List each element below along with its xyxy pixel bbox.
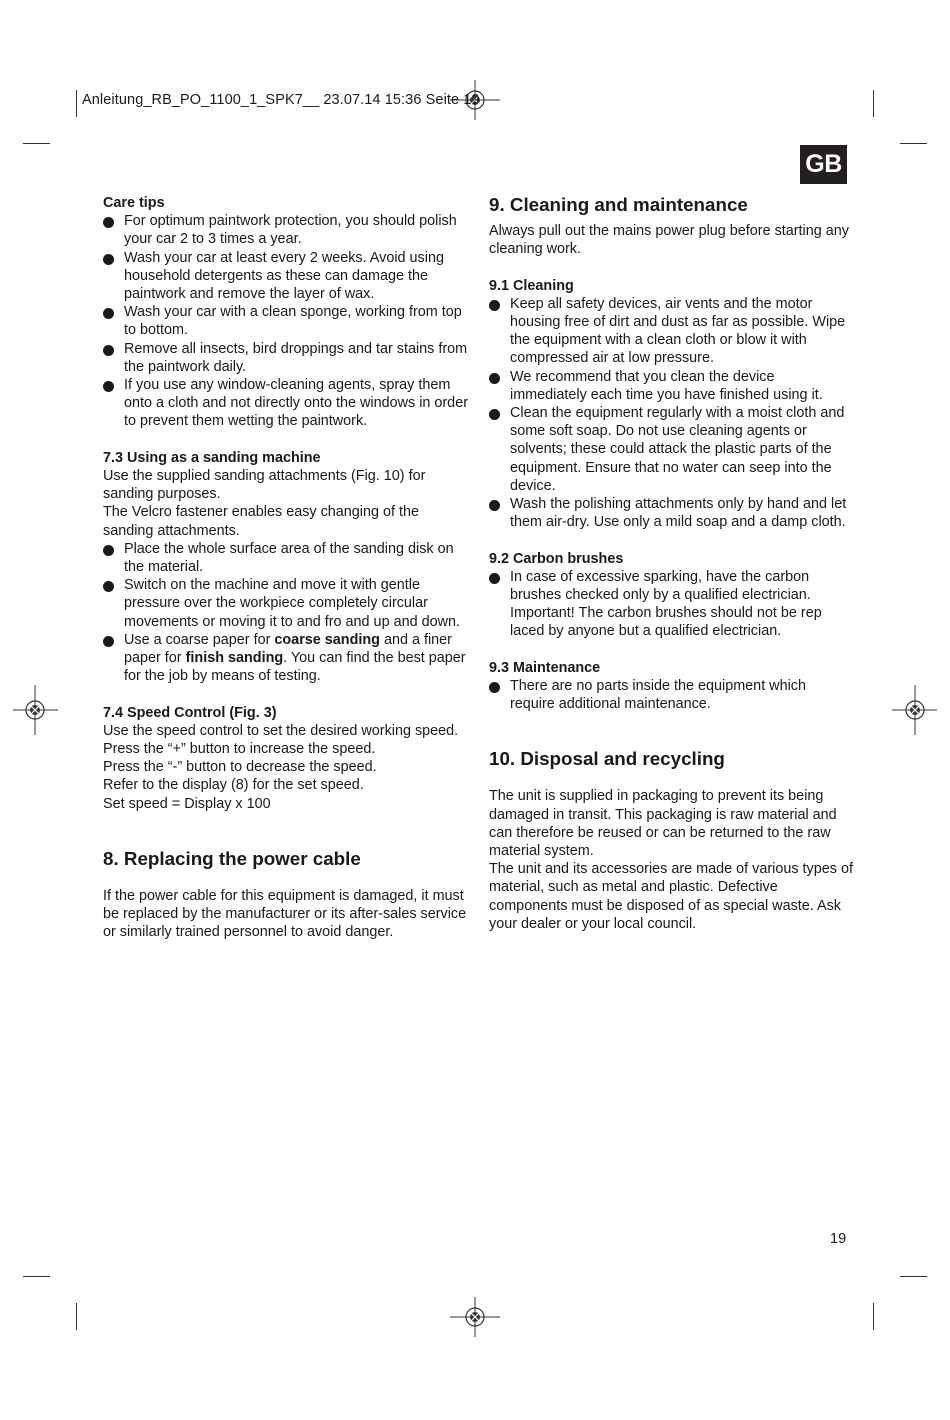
registration-mark-icon [13, 685, 58, 735]
bullet-icon [103, 217, 114, 228]
section-9-2-title: 9.2 Carbon brushes [489, 550, 624, 567]
section-7-3-title: 7.3 Using as a sanding machine [103, 449, 321, 466]
list-item: Remove all insects, bird droppings and tar stains from the paintwork daily. [103, 340, 468, 376]
section-9-1-title: 9.1 Cleaning [489, 277, 574, 294]
list-item: If you use any window-cleaning agents, spray them onto a cloth and not directly onto the windows in order to prevent them wetting the paintwork. [103, 376, 468, 431]
bullet-icon [489, 373, 500, 384]
speed-line: Press the “-” button to decrease the speed. [103, 759, 377, 776]
section-9-heading: 9. Cleaning and maintenance [489, 194, 748, 215]
crop-mark-bottom-right-vertical [873, 1303, 874, 1330]
bullet-icon [103, 636, 114, 647]
sanding-list [103, 540, 468, 686]
list-item: There are no parts inside the equipment which require additional maintenance. [489, 677, 854, 713]
list-item: Wash the polishing attachments only by hand and let them air-dry. Use only a mild soap and a damp cloth. [489, 495, 854, 531]
registration-mark-icon [892, 685, 937, 735]
list-item: Wash your car at least every 2 weeks. Avoid using household detergents as these can damage the paintwork and remove the layer of wax. [103, 249, 468, 304]
section-9-3-title: 9.3 Maintenance [489, 659, 601, 676]
section-7-3-paragraph: The Velcro fastener enables easy changing of the sanding attachments. [103, 504, 420, 539]
list-item: Wash your car with a clean sponge, working from top to bottom. [103, 303, 468, 339]
list-item: We recommend that you clean the device immediately each time you have finished using it. [489, 368, 854, 404]
file-info-slug: Anleitung_RB_PO_1100_1_SPK7__ 23.07.14 15:36 Seite 19 [82, 92, 480, 108]
crop-mark-bottom-left-horizontal [23, 1276, 50, 1277]
section-7-4-title: 7.4 Speed Control (Fig. 3) [103, 704, 277, 721]
bullet-icon [489, 300, 500, 311]
registration-mark-icon [450, 1297, 500, 1337]
speed-line: Refer to the display (8) for the set speed. [103, 777, 364, 794]
section-10-heading: 10. Disposal and recycling [489, 748, 725, 770]
care-tips-title: Care tips [103, 195, 165, 211]
bullet-icon [103, 381, 114, 392]
crop-mark-top-left-horizontal [23, 143, 50, 144]
list-item: Place the whole surface area of the sanding disk on the material. [103, 540, 468, 576]
bullet-icon [103, 345, 114, 356]
language-badge: GB [800, 145, 847, 184]
section-10-paragraph: The unit is supplied in packaging to prevent its being damaged in transit. This packaging is raw material and can therefore be reused or can be returned to the raw material system. [489, 788, 837, 860]
section-8-text: If the power cable for this equipment is damaged, it must be replaced by the manufacturer or its after-sales service or similarly trained personnel to avoid danger. [103, 887, 467, 941]
list-item: Switch on the machine and move it with gentle pressure over the workpiece completely circular movements or moving it to and fro and up and down. [103, 576, 468, 631]
speed-line: Set speed = Display x 100 [103, 795, 271, 812]
section-8-heading: 8. Replacing the power cable [103, 847, 361, 869]
bullet-icon [489, 682, 500, 693]
bullet-icon [103, 254, 114, 265]
bullet-icon [103, 545, 114, 556]
maintenance-list [489, 677, 854, 713]
page-number: 19 [830, 1231, 847, 1247]
list-item: Use a coarse paper for coarse sanding and a finer paper for finish sanding. You can find the best paper for the job by means of testing. [103, 631, 468, 686]
care-tips-list [103, 212, 468, 430]
bullet-icon [489, 500, 500, 511]
list-item: Keep all safety devices, air vents and the motor housing free of dirt and dust as far as possible. Wipe the equipment with a clean cloth or blow it with compressed air at low pressure. [489, 295, 854, 368]
crop-mark-top-left-vertical [76, 90, 77, 117]
speed-line: Use the speed control to set the desired working speed. [103, 722, 459, 739]
right-column [489, 194, 854, 933]
list-item: For optimum paintwork protection, you should polish your car 2 to 3 times a year. [103, 212, 468, 248]
bullet-icon [103, 308, 114, 319]
bullet-icon [489, 573, 500, 584]
bullet-icon [103, 581, 114, 592]
crop-mark-top-right-horizontal [900, 143, 927, 144]
section-9-intro: Always pull out the mains power plug before starting any cleaning work. [489, 223, 849, 258]
left-column [103, 194, 468, 941]
cleaning-list [489, 295, 854, 532]
section-10-paragraph: The unit and its accessories are made of various types of material, such as metal and plastic. Defective components must be disposed of as special waste. Ask your dealer or your local council. [489, 861, 853, 932]
crop-mark-bottom-right-horizontal [900, 1276, 927, 1277]
crop-mark-top-right-vertical [873, 90, 874, 117]
list-item: In case of excessive sparking, have the carbon brushes checked only by a qualified electrician. Important! The carbon brushes should not be rep laced by anyone but a qualified electrician. [489, 568, 854, 641]
crop-mark-bottom-left-vertical [76, 1303, 77, 1330]
list-item: Clean the equipment regularly with a moist cloth and some soft soap. Do not use cleaning agents or solvents; these could attack the plastic parts of the equipment. Ensure that no water can seep into the device. [489, 404, 854, 495]
section-7-3-paragraph: Use the supplied sanding attachments (Fig. 10) for sanding purposes. [103, 468, 426, 503]
speed-line: Press the “+” button to increase the speed. [103, 741, 376, 758]
carbon-list [489, 568, 854, 641]
bullet-icon [489, 409, 500, 420]
